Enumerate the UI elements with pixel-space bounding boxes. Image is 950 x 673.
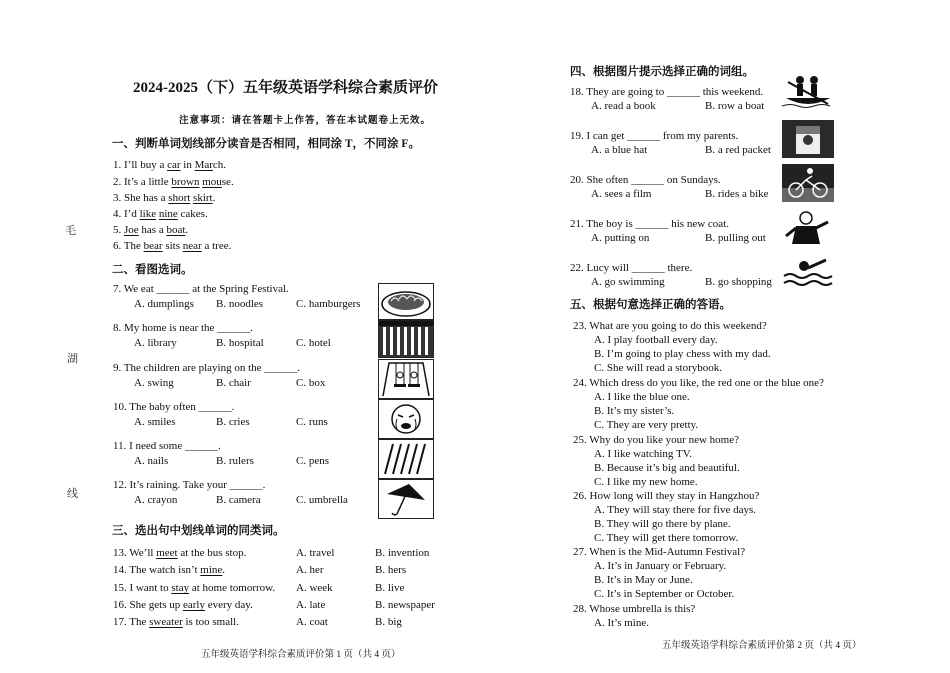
option-27b: B. It’s in May or June. xyxy=(594,574,693,586)
question-26: 26. How long will they stay in Hangzhou? xyxy=(573,490,760,502)
option-10b: B. cries xyxy=(216,416,250,428)
option-19b: B. a red packet xyxy=(705,144,771,156)
dumplings-picture xyxy=(378,283,434,320)
option-9a: A. swing xyxy=(134,377,174,389)
option-20a: A. sees a film xyxy=(591,188,652,200)
option-14b: B. hers xyxy=(375,564,407,576)
option-13b: B. invention xyxy=(375,547,430,559)
option-24b: B. It’s my sister’s. xyxy=(594,405,675,417)
question-1: 1. I’ll buy a car in March. xyxy=(113,159,227,171)
option-23b: B. I’m going to play chess with my dad. xyxy=(594,348,771,360)
question-18: 18. They are going to ______ this weekend. xyxy=(570,86,764,98)
question-7: 7. We eat ______ at the Spring Festival. xyxy=(113,283,289,295)
option-25a: A. I like watching TV. xyxy=(594,448,692,460)
option-9b: B. chair xyxy=(216,377,251,389)
page-title: 2024-2025（下）五年级英语学科综合素质评价 xyxy=(133,80,438,96)
question-28: 28. Whose umbrella is this? xyxy=(573,603,696,615)
option-27c: C. It’s in September or October. xyxy=(594,588,735,600)
section-1-heading: 一、判断单词划线部分读音是否相同，相同涂 T，不同涂 F。 xyxy=(112,138,420,150)
option-11a: A. nails xyxy=(134,455,169,467)
question-23: 23. What are you going to do this weekend? xyxy=(573,320,767,332)
option-23a: A. I play football every day. xyxy=(594,334,718,346)
rowing-boat-picture xyxy=(782,72,834,110)
question-12: 12. It’s raining. Take your ______. xyxy=(113,479,266,491)
question-21: 21. The boy is ______ his new coat. xyxy=(570,218,729,230)
question-16: 16. She gets up early every day. xyxy=(113,599,253,611)
section-5-heading: 五、根据句意选择正确的答语。 xyxy=(570,299,731,311)
option-24c: C. They are very pretty. xyxy=(594,419,699,431)
option-21a: A. putting on xyxy=(591,232,650,244)
option-8c: C. hotel xyxy=(296,337,331,349)
option-11c: C. pens xyxy=(296,455,329,467)
option-12a: A. crayon xyxy=(134,494,178,506)
page-1-footer: 五年级英语学科综合素质评价第 1 页（共 4 页） xyxy=(201,650,401,660)
option-15a: A. week xyxy=(296,582,333,594)
option-11b: B. rulers xyxy=(216,455,254,467)
question-14: 14. The watch isn’t mine. xyxy=(113,564,226,576)
option-8b: B. hospital xyxy=(216,337,264,349)
page-2-footer: 五年级英语学科综合素质评价第 2 页（共 4 页） xyxy=(662,641,862,651)
option-26a: A. They will stay there for five days. xyxy=(594,504,757,516)
option-16b: B. newspaper xyxy=(375,599,435,611)
option-25c: C. I like my new home. xyxy=(594,476,698,488)
option-26c: C. They will get there tomorrow. xyxy=(594,532,739,544)
question-24: 24. Which dress do you like, the red one or the blue one? xyxy=(573,377,824,389)
swimming-picture xyxy=(782,252,834,290)
coat-boy-picture xyxy=(782,208,834,246)
option-22a: A. go swimming xyxy=(591,276,665,288)
option-19a: A. a blue hat xyxy=(591,144,648,156)
option-13a: A. travel xyxy=(296,547,335,559)
option-27a: A. It’s in January or February. xyxy=(594,560,727,572)
option-7c: C. hamburgers xyxy=(296,298,361,310)
option-14a: A. her xyxy=(296,564,324,576)
red-packet-picture xyxy=(782,120,834,158)
question-15: 15. I want to stay at home tomorrow. xyxy=(113,582,276,594)
question-4: 4. I’d like nine cakes. xyxy=(113,208,208,220)
section-2-heading: 二、看图选词。 xyxy=(112,264,193,276)
section-3-heading: 三、选出句中划线单词的同类词。 xyxy=(112,525,285,537)
building-picture xyxy=(378,320,434,358)
question-20: 20. She often ______ on Sundays. xyxy=(570,174,721,186)
option-17b: B. big xyxy=(375,616,402,628)
option-20b: B. rides a bike xyxy=(705,188,769,200)
question-27: 27. When is the Mid-Autumn Festival? xyxy=(573,546,746,558)
option-24a: A. I like the blue one. xyxy=(594,391,690,403)
question-11: 11. I need some ______. xyxy=(113,440,221,452)
option-18b: B. row a boat xyxy=(705,100,765,112)
umbrella-picture xyxy=(378,479,434,519)
option-9c: C. box xyxy=(296,377,326,389)
crying-baby-picture xyxy=(378,399,434,439)
swing-picture xyxy=(378,359,434,399)
option-10c: C. runs xyxy=(296,416,328,428)
option-22b: B. go shopping xyxy=(705,276,772,288)
option-21b: B. pulling out xyxy=(705,232,766,244)
option-7a: A. dumplings xyxy=(134,298,194,310)
side-mark: 毛 xyxy=(65,225,76,237)
question-22: 22. Lucy will ______ there. xyxy=(570,262,693,274)
option-26b: B. They will go there by plane. xyxy=(594,518,731,530)
question-25: 25. Why do you like your new home? xyxy=(573,434,739,446)
question-2: 2. It’s a little brown mouse. xyxy=(113,176,234,188)
side-mark: 线 xyxy=(67,488,78,500)
option-28a: A. It’s mine. xyxy=(594,617,649,629)
question-3: 3. She has a short skirt. xyxy=(113,192,216,204)
question-19: 19. I can get ______ from my parents. xyxy=(570,130,739,142)
nails-picture xyxy=(378,439,434,479)
section-4-heading: 四、根据图片提示选择正确的词组。 xyxy=(570,66,754,78)
question-13: 13. We’ll meet at the bus stop. xyxy=(113,547,247,559)
notice: 注意事项：请在答题卡上作答，答在本试题卷上无效。 xyxy=(179,116,432,126)
option-12c: C. umbrella xyxy=(296,494,348,506)
option-7b: B. noodles xyxy=(216,298,264,310)
option-17a: A. coat xyxy=(296,616,328,628)
option-15b: B. live xyxy=(375,582,405,594)
question-5: 5. Joe has a boat. xyxy=(113,224,189,236)
question-8: 8. My home is near the ______. xyxy=(113,322,253,334)
option-12b: B. camera xyxy=(216,494,261,506)
question-17: 17. The sweater is too small. xyxy=(113,616,239,628)
question-9: 9. The children are playing on the ______. xyxy=(113,362,301,374)
option-23c: C. She will read a storybook. xyxy=(594,362,723,374)
bike-picture xyxy=(782,164,834,202)
option-8a: A. library xyxy=(134,337,177,349)
side-mark: 湖 xyxy=(67,353,78,365)
option-18a: A. read a book xyxy=(591,100,656,112)
question-10: 10. The baby often ______. xyxy=(113,401,235,413)
option-16a: A. late xyxy=(296,599,326,611)
option-25b: B. Because it’s big and beautiful. xyxy=(594,462,740,474)
question-6: 6. The bear sits near a tree. xyxy=(113,240,232,252)
option-10a: A. smiles xyxy=(134,416,176,428)
